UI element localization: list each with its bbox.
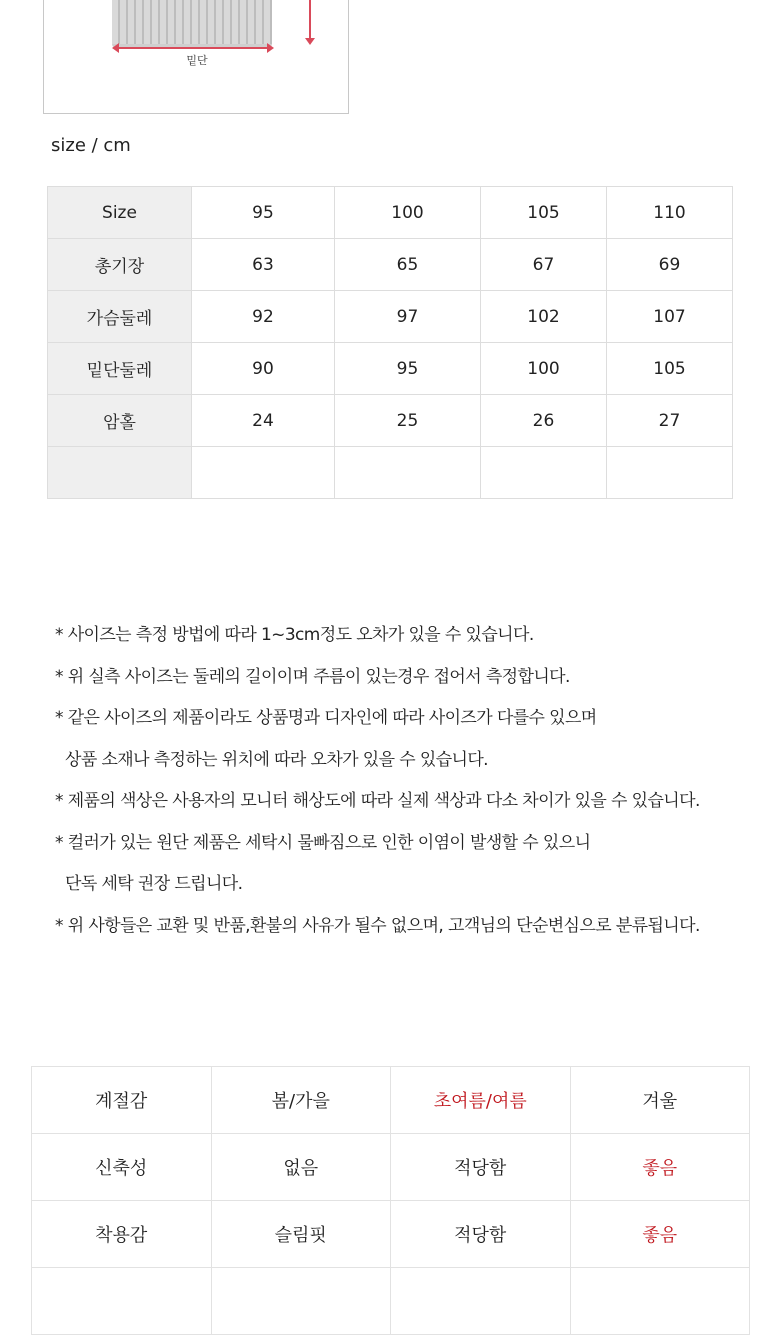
table-cell — [607, 447, 733, 499]
length-arrow — [309, 0, 311, 42]
feature-option: 적당함 — [391, 1134, 571, 1201]
table-row — [32, 1268, 750, 1335]
note-line: * 제품의 색상은 사용자의 모니터 해상도에 따라 실제 색상과 다소 차이가 있을 수 있습니다. — [55, 791, 700, 811]
table-cell: 100 — [335, 187, 481, 239]
feature-option: 슬림핏 — [211, 1201, 391, 1268]
note-line: * 위 실측 사이즈는 둘레의 길이이며 주름이 있는경우 접어서 측정합니다. — [55, 666, 570, 687]
row-header: 밑단둘레 — [48, 343, 192, 395]
table-cell: 24 — [192, 395, 335, 447]
table-cell: 110 — [607, 187, 733, 239]
table-cell: 26 — [481, 395, 607, 447]
table-row — [48, 239, 733, 291]
feature-table — [31, 1066, 750, 1335]
row-header: 가슴둘레 — [48, 291, 192, 343]
row-header: 암홀 — [48, 395, 192, 447]
table-cell: 102 — [481, 291, 607, 343]
feature-option: 적당함 — [391, 1201, 571, 1268]
feature-label: 계절감 — [32, 1067, 212, 1134]
garment-hem-illustration — [112, 0, 272, 48]
table-cell: 25 — [335, 395, 481, 447]
table-row — [48, 447, 733, 499]
size-notes — [55, 622, 755, 954]
table-cell — [192, 447, 335, 499]
feature-option: 겨울 — [570, 1067, 750, 1134]
hem-label: 밑단 — [186, 54, 208, 67]
feature-option: 없음 — [211, 1134, 391, 1201]
note-line: * 위 사항들은 교환 및 반품,환불의 사유가 될수 없으며, 고객님의 단순변심으로 분류됩니다. — [55, 915, 700, 936]
note-line: * 사이즈는 측정 방법에 따라 1~3cm정도 오차가 있을 수 있습니다. — [55, 625, 534, 645]
note-line: * 컬러가 있는 원단 제품은 세탁시 물빠짐으로 인한 이염이 발생할 수 있으니 — [55, 832, 591, 853]
table-row — [48, 343, 733, 395]
table-row — [48, 187, 733, 239]
feature-option: 봄/가을 — [211, 1067, 391, 1134]
hem-width-arrow — [114, 47, 272, 49]
table-row — [48, 395, 733, 447]
note-line: 단독 세탁 권장 드립니다. — [65, 874, 243, 894]
feature-option: 좋음 — [570, 1134, 750, 1201]
table-cell: 92 — [192, 291, 335, 343]
row-header: 총기장 — [48, 239, 192, 291]
feature-option: 좋음 — [570, 1201, 750, 1268]
table-cell: 100 — [481, 343, 607, 395]
table-cell: 105 — [481, 187, 607, 239]
table-cell — [570, 1268, 750, 1335]
table-cell: 95 — [192, 187, 335, 239]
table-cell: 67 — [481, 239, 607, 291]
row-header — [48, 447, 192, 499]
table-cell — [32, 1268, 212, 1335]
table-cell — [211, 1268, 391, 1335]
table-cell: 69 — [607, 239, 733, 291]
feature-label: 신축성 — [32, 1134, 212, 1201]
table-row — [48, 291, 733, 343]
note-line: * 같은 사이즈의 제품이라도 상품명과 디자인에 따라 사이즈가 다를수 있으며 — [55, 708, 597, 728]
table-cell: 105 — [607, 343, 733, 395]
measurement-diagram — [43, 0, 349, 114]
table-cell — [481, 447, 607, 499]
table-cell — [391, 1268, 571, 1335]
table-row — [32, 1134, 750, 1201]
table-cell: 107 — [607, 291, 733, 343]
table-cell: 65 — [335, 239, 481, 291]
feature-label: 착용감 — [32, 1201, 212, 1268]
table-row — [32, 1201, 750, 1268]
table-row — [32, 1067, 750, 1134]
table-cell: 97 — [335, 291, 481, 343]
size-unit-label: size / cm — [51, 135, 131, 156]
table-cell — [335, 447, 481, 499]
table-cell: 27 — [607, 395, 733, 447]
table-cell: 95 — [335, 343, 481, 395]
size-table — [47, 186, 733, 499]
row-header: Size — [48, 187, 192, 239]
feature-option: 초여름/여름 — [391, 1067, 571, 1134]
table-cell: 63 — [192, 239, 335, 291]
note-line: 상품 소재나 측정하는 위치에 따라 오차가 있을 수 있습니다. — [65, 749, 488, 770]
table-cell: 90 — [192, 343, 335, 395]
